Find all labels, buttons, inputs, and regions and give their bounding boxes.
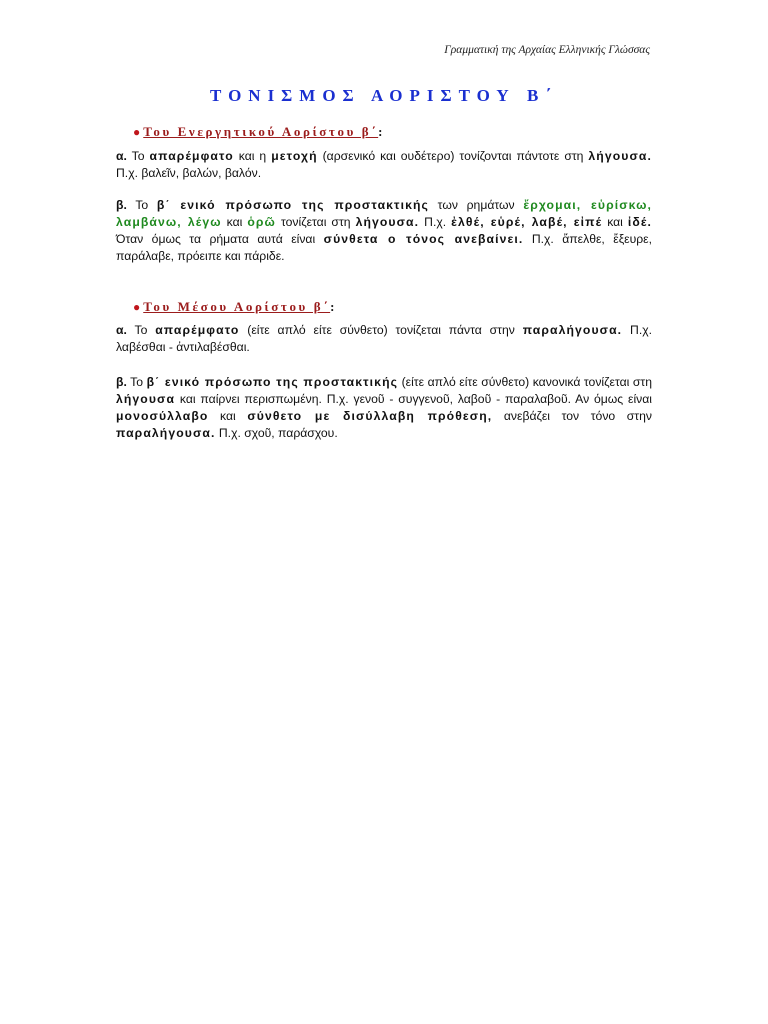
text-run: και παίρνει περισπωμένη. Π.χ. γενοῦ - συγγενοῦ, λαβοῦ - παραλαβοῦ. Αν όμως είναι: [179, 392, 652, 406]
bold-term: λήγουσα.: [355, 215, 420, 229]
item-label: β.: [116, 375, 127, 389]
text-run: Το: [134, 323, 148, 337]
page-title: ΤΟΝΙΣΜΟΣ ΑΟΡΙΣΤΟΥ Β΄: [210, 86, 558, 105]
text-run: (είτε απλό είτε σύνθετο) κανονικά τονίζεται στη: [401, 375, 652, 389]
bold-term: β΄ ενικό πρόσωπο της προστακτικής: [146, 375, 399, 389]
example-text: Π.χ. βαλεῖν, βαλών, βαλόν.: [116, 166, 262, 180]
text-run: των ρημάτων: [437, 198, 515, 212]
paragraph-1b: [116, 197, 652, 265]
text-run: Όταν όμως τα ρήματα αυτά είναι: [116, 232, 316, 246]
example-text: Π.χ. λαβέσθαι - ἀντιλαβέσθαι.: [116, 323, 652, 354]
section-heading-text: Του Μέσου Αορίστου β΄: [143, 299, 331, 314]
text-run: Π.χ.: [424, 215, 447, 229]
text-run: ανεβάζει τον τόνο στην: [503, 409, 652, 423]
document-header: Γραμματική της Αρχαίας Ελληνικής Γλώσσας: [444, 44, 650, 56]
text-run: Το: [131, 149, 145, 163]
bold-term: μετοχή: [271, 149, 318, 163]
text-run: και: [220, 409, 236, 423]
text-run: και: [607, 215, 623, 229]
text-run: (αρσενικό και ουδέτερο) τονίζονται πάντοτε στη: [322, 149, 584, 163]
text-run: και η: [238, 149, 267, 163]
bold-term: ἐλθέ, εὑρέ, λαβέ, εἰπέ: [451, 215, 603, 229]
text-run: Το: [130, 375, 144, 389]
section-heading-middle: [116, 299, 652, 315]
bold-term: απαρέμφατο: [155, 323, 240, 337]
bold-term: β΄ ενικό πρόσωπο της προστακτικής: [156, 198, 429, 212]
paragraph-2b: [116, 374, 652, 442]
text-run: (είτε απλό είτε σύνθετο) τονίζεται πάντα στην: [247, 323, 515, 337]
section-heading-text: Του Ενεργητικού Αορίστου β΄: [143, 124, 379, 139]
item-label: β.: [116, 198, 127, 212]
text-run: Το: [135, 198, 149, 212]
green-term: ἔρχομαι, εὑρίσκω, λαμβάνω, λέγω: [116, 198, 653, 229]
bold-term: μονοσύλλαβο: [116, 409, 209, 423]
bold-term: λήγουσα.: [588, 149, 652, 163]
bold-term: παραλήγουσα.: [116, 426, 216, 440]
section-heading-active: [116, 124, 652, 140]
heading-colon: :: [330, 299, 338, 314]
paragraph-1a: [116, 148, 652, 182]
example-text: Π.χ. σχοῦ, παράσχου.: [218, 426, 338, 440]
bold-term: απαρέμφατο: [149, 149, 234, 163]
text-run: τονίζεται στη: [280, 215, 351, 229]
paragraph-2a: [116, 322, 652, 356]
bullet-icon: ●: [133, 300, 141, 314]
bold-term: σύνθετο με δισύλλαβη πρόθεση,: [247, 409, 493, 423]
example-text: Π.χ. ἄπελθε, ἔξευρε, παράλαβε, πρόειπε και πάριδε.: [116, 232, 652, 263]
bullet-icon: ●: [133, 125, 141, 139]
green-term: ὁρῶ: [247, 215, 276, 229]
heading-colon: :: [378, 124, 386, 139]
item-label: α.: [116, 149, 127, 163]
bold-term: λήγουσα: [116, 392, 176, 406]
bold-term: παραλήγουσα.: [522, 323, 623, 337]
text-run: και: [226, 215, 243, 229]
bold-term: σύνθετα ο τόνος ανεβαίνει.: [323, 232, 524, 246]
item-label: α.: [116, 323, 127, 337]
bold-term: ἰδέ.: [627, 215, 652, 229]
